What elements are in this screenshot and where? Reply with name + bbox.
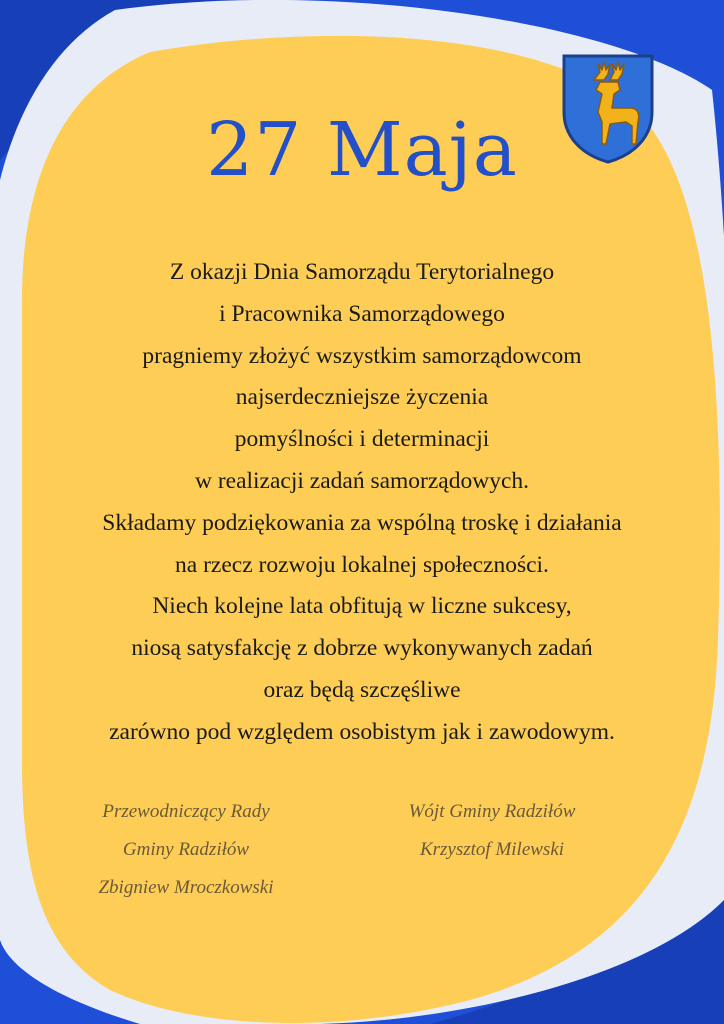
message-line: Z okazji Dnia Samorządu Terytorialnego [169, 259, 555, 285]
page-title: 27 Maja [206, 107, 518, 193]
message-line: niosą satysfakcję z dobrze wykonywanych zadań [131, 635, 593, 662]
message-line: pomyślności i determinacji [234, 426, 490, 453]
message-line: Niech kolejne lata obfitują w liczne sukcesy, [152, 593, 572, 620]
message-line: Składamy podziękowania za wspólną troskę i działania [102, 509, 622, 536]
message-line: w realizacji zadań samorządowych. [194, 467, 530, 494]
message-line: pragniemy złożyć wszystkim samorządowcom [142, 342, 582, 369]
message-line: na rzecz rozwoju lokalnej społeczności. [175, 551, 549, 578]
signature-line: Przewodniczący Rady [102, 801, 270, 822]
message-line: najserdeczniejsze życzenia [235, 384, 489, 411]
message-line: i Pracownika Samorządowego [219, 300, 505, 327]
message-line: zarówno pod względem osobistym jak i zawodowym. [109, 718, 615, 745]
signature-line: Gminy Radziłów [122, 839, 250, 860]
signature-council-chairman [60, 793, 312, 907]
signature-commune-head [370, 793, 614, 869]
message-line: oraz będą szczęśliwe [263, 676, 461, 703]
signature-line: Zbigniew Mroczkowski [98, 877, 274, 898]
signature-line: Wójt Gminy Radziłów [408, 801, 576, 822]
signature-line: Krzysztof Milewski [419, 839, 565, 860]
greeting-message [10, 252, 714, 754]
